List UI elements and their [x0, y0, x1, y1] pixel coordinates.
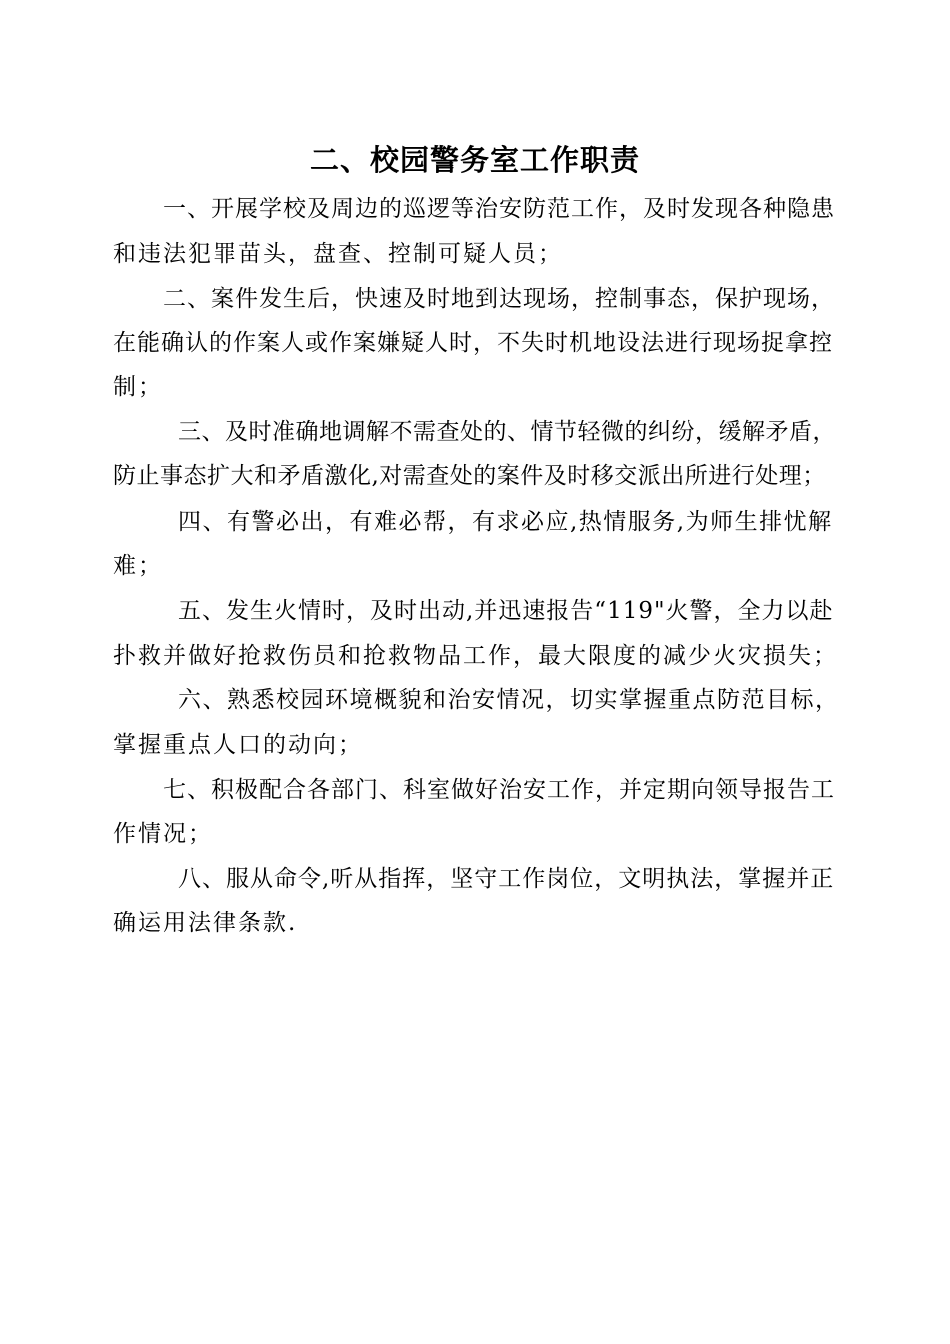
paragraph-8-line-1: 八、服从命令,听从指挥，坚守工作岗位，文明执法，掌握并正: [178, 866, 835, 892]
page-title: 二、校园警务室工作职责: [309, 143, 640, 177]
paragraph-3-line-1: 三、及时准确地调解不需查处的、情节轻微的纠纷，缓解矛盾，: [178, 419, 836, 445]
paragraph-3-line-2: 防止事态扩大和矛盾激化,对需查处的案件及时移交派出所进行处理；: [113, 463, 826, 489]
paragraph-2-line-1: 二、案件发生后，快速及时地到达现场，控制事态，保护现场，: [163, 286, 835, 312]
paragraph-4-line-1: 四、有警必出，有难必帮，有求必应,热情服务,为师生排忧解: [178, 509, 833, 535]
paragraph-5-line-1: 五、发生火情时，及时出动,并迅速报告“119"火警，全力以赴: [178, 598, 834, 624]
paragraph-4-line-2: 难；: [113, 553, 163, 579]
paragraph-2-line-2: 在能确认的作案人或作案嫌疑人时，不失时机地设法进行现场捉拿控: [113, 330, 833, 356]
paragraph-6-line-2: 掌握重点人口的动向；: [113, 732, 363, 758]
paragraph-8-line-2: 确运用法律条款.: [113, 910, 298, 936]
paragraph-7-line-2: 作情况；: [113, 821, 213, 847]
paragraph-1-line-1: 一、开展学校及周边的巡逻等治安防范工作，及时发现各种隐患: [163, 196, 835, 222]
paragraph-7-line-1: 七、积极配合各部门、科室做好治安工作，并定期向领导报告工: [163, 777, 835, 803]
paragraph-5-line-2: 扑救并做好抢救伤员和抢救物品工作，最大限度的减少火灾损失；: [113, 643, 838, 669]
paragraph-1-line-2: 和违法犯罪苗头，盘查、控制可疑人员；: [113, 241, 563, 267]
paragraph-6-line-1: 六、熟悉校园环境概貌和治安情况，切实掌握重点防范目标，: [178, 687, 840, 713]
paragraph-2-line-3: 制；: [113, 374, 163, 400]
